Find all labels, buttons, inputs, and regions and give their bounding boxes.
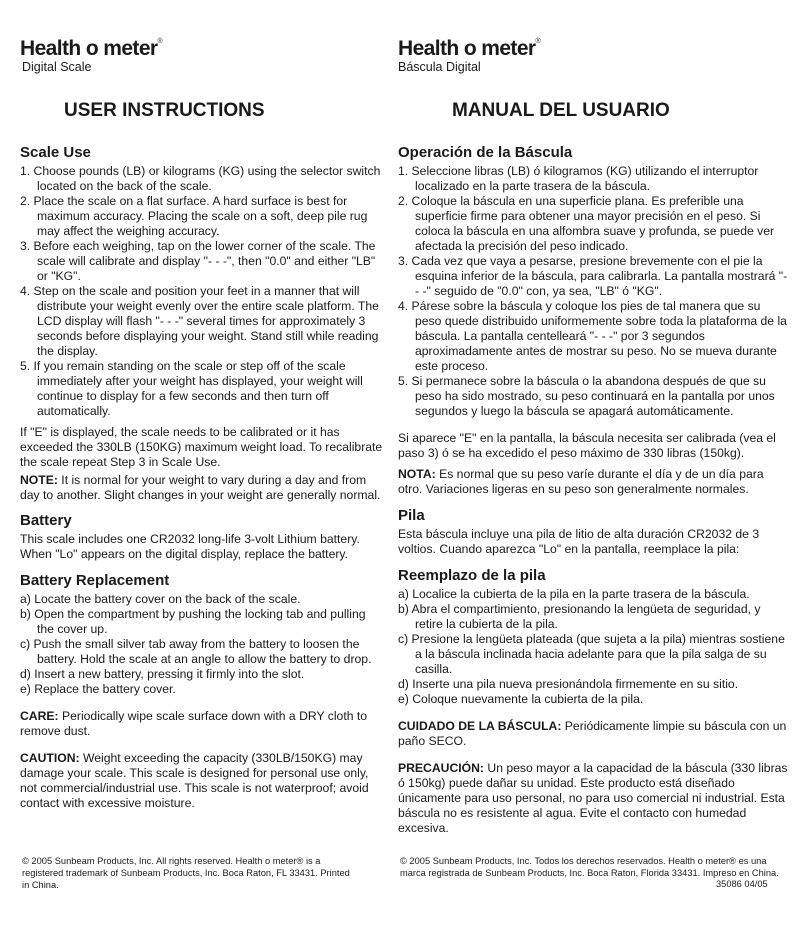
footer-copyright-es: © 2005 Sunbeam Products, Inc. Todos los derechos reservados. Health o meter® es una marca registrada de Sunbeam Products, Inc. Boca Raton, Florida 33431. Impreso en China. (400, 856, 779, 878)
brand-logo-es: Health o meter® (398, 37, 541, 60)
list-item: d) Inserte una pila nueva presionándola firmemente en su sitio. (398, 677, 739, 691)
list-item: 3. Cada vez que vaya a pesarse, presione brevemente con el pie la esquina inferior de la báscula, para calibrarla. La pantalla mostrará "- - -" seguido de "0.0" con, ya sea, "LB" ó "KG". (398, 254, 788, 298)
battery-replacement-heading: Reemplazo de la pila (398, 567, 546, 584)
note-label: NOTA: (398, 467, 436, 481)
care-label: CUIDADO DE LA BÁSCULA: (398, 719, 562, 733)
list-item: b) Open the compartment by pushing the locking tab and pulling the cover up. (20, 607, 366, 636)
list-item: e) Replace the battery cover. (20, 682, 176, 696)
caution-paragraph: CAUTION: Weight exceeding the capacity (330LB/150KG) may damage your scale. This scale is designed for personal use only, not commercial/industrial use. This scale is not waterproof; avoid contact with excessive moisture. (20, 751, 369, 810)
battery-replacement-list (20, 592, 384, 697)
list-item: 4. Step on the scale and position your feet in a manner that will distribute your weight evenly over the entire scale platform. The LCD display will flash "- - -" several times for approximately 3 seconds before displaying your weight. Stand still while reading the display. (20, 284, 379, 358)
page-title-en: USER INSTRUCTIONS (64, 100, 265, 121)
list-item: 3. Before each weighing, tap on the lower corner of the scale. The scale will calibrate and display "- - -", then "0.0" and either "LB" or "KG". (20, 239, 376, 283)
scale-use-heading: Operación de la Báscula (398, 144, 573, 161)
product-subtitle-es: Báscula Digital (398, 60, 481, 74)
battery-heading: Pila (398, 507, 425, 524)
care-paragraph: CARE: Periodically wipe scale surface down with a DRY cloth to remove dust. (20, 709, 368, 738)
footer-copyright-en: © 2005 Sunbeam Products, Inc. All rights reserved. Health o meter® is a registered trademark of Sunbeam Products, Inc. Boca Raton, FL 33431. Printed in China. (22, 856, 350, 890)
battery-replacement-list (398, 587, 788, 707)
list-item: b) Abra el compartimiento, presionando la lengüeta de seguridad, y retire la cubierta de la pila. (398, 602, 761, 631)
list-item: e) Coloque nuevamente la cubierta de la pila. (398, 692, 644, 706)
list-item: c) Presione la lengüeta plateada (que sujeta a la pila) mientras sostiene a la báscula inclinada hacia adelante para que la pila salga de su casilla. (398, 632, 785, 676)
note-label: NOTE: (20, 473, 58, 487)
battery-heading: Battery (20, 512, 72, 529)
list-item: 1. Seleccione libras (LB) ó kilogramos (KG) utilizando el interruptor localizado en la parte trasera de la báscula. (398, 164, 759, 193)
list-item: c) Push the small silver tab away from the battery to loosen the battery. Hold the scale at an angle to allow the battery to drop. (20, 637, 372, 666)
error-note: Si aparece "E" en la pantalla, la báscula necesita ser calibrada (vea el paso 3) ó se ha excedido el peso máximo de 330 libras (150kg). (398, 431, 776, 460)
battery-text: This scale includes one CR2032 long-life 3-volt Lithium battery. When "Lo" appears on the digital display, replace the battery. (20, 532, 360, 561)
list-item: 1. Choose pounds (LB) or kilograms (KG) using the selector switch located on the back of the scale. (20, 164, 381, 193)
scale-use-section-es (398, 144, 788, 836)
error-note: If "E" is displayed, the scale needs to be calibrated or it has exceeded the 330LB (150KG) maximum weight load. To recalibrate the scale repeat Step 3 in Scale Use. (20, 425, 383, 469)
page-title-es: MANUAL DEL USUARIO (452, 100, 670, 121)
scale-use-list (20, 164, 384, 419)
document-code: 35086 04/05 (716, 879, 768, 889)
caution-label: CAUTION: (20, 751, 80, 765)
list-item: 2. Place the scale on a flat surface. A hard surface is best for maximum accuracy. Placing the scale on a soft, deep pile rug may affect the weighing accuracy. (20, 194, 368, 238)
list-item: a) Localice la cubierta de la pila en la parte trasera de la báscula. (398, 587, 750, 601)
scale-use-section-en (20, 144, 384, 811)
list-item: 2. Coloque la báscula en una superficie plana. Es preferible una superficie firme para obtener una mayor precisión en el peso. Si coloca la báscula en una alfombra suave y profunda, se puede ver afectada la precisión del peso indicado. (398, 194, 775, 253)
list-item: 5. Si permanece sobre la báscula o la abandona después de que su peso ha sido mostrado, su peso continuará en la pantalla por unos segundos y luego la báscula se apagará automáticamente. (398, 374, 775, 418)
caution-paragraph: PRECAUCIÓN: Un peso mayor a la capacidad de la báscula (330 libras ó 150kg) puede dañar su unidad. Este producto está diseñado únicamente para uso personal, no para uso comercial ni industrial. Esta báscula no es resistente al agua. Evite el contacto con humedad excesiva. (398, 761, 788, 835)
care-label: CARE: (20, 709, 59, 723)
list-item: 4. Párese sobre la báscula y coloque los pies de tal manera que su peso quede distribuido uniformemente sobre toda la plataforma de la báscula. La pantalla centelleará "- - -" por 3 segundos aproximadamente antes de mostrar su peso. No se mueva durante este proceso. (398, 299, 787, 373)
care-paragraph: CUIDADO DE LA BÁSCULA: Periódicamente limpie su báscula con un paño SECO. (398, 719, 787, 748)
list-item: d) Insert a new battery, pressing it firmly into the slot. (20, 667, 305, 681)
caution-label: PRECAUCIÓN: (398, 761, 484, 775)
brand-logo-en: Health o meter® (20, 37, 163, 60)
note-paragraph: NOTE: It is normal for your weight to vary during a day and from day to another. Slight changes in your weight are generally normal. (20, 473, 381, 502)
list-item: a) Locate the battery cover on the back of the scale. (20, 592, 301, 606)
battery-replacement-heading: Battery Replacement (20, 572, 170, 589)
product-subtitle-en: Digital Scale (22, 60, 92, 74)
scale-use-heading: Scale Use (20, 144, 91, 161)
list-item: 5. If you remain standing on the scale or step off of the scale immediately after your weight has displayed, your weight will continue to display for a few seconds and then turn off automatically. (20, 359, 363, 418)
scale-use-list (398, 164, 788, 419)
battery-text: Esta báscula incluye una pila de litio de alta duración CR2032 de 3 voltios. Cuando aparezca "Lo" en la pantalla, reemplace la pila: (398, 527, 760, 556)
note-paragraph: NOTA: Es normal que su peso varíe durante el día y de un día para otro. Variaciones ligeras en su peso son generalmente normales. (398, 467, 764, 496)
